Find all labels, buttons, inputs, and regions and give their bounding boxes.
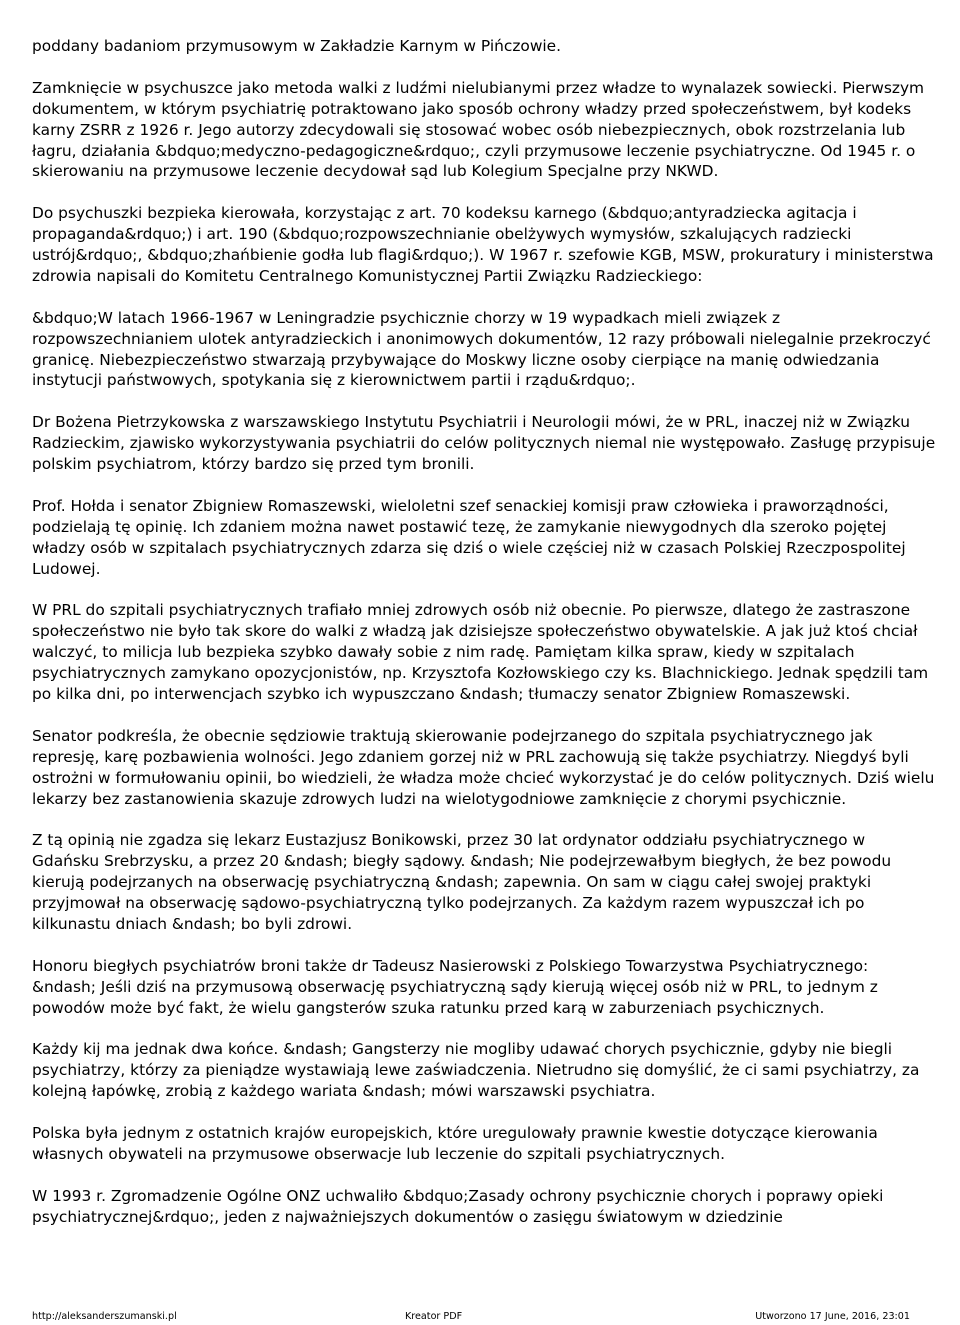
paragraph-1: poddany badaniom przymusowym w Zakładzie Karnym w Pińczowie.: [32, 37, 562, 55]
paragraph-7: W PRL do szpitali psychiatrycznych trafiało mniej zdrowych osób niż obecnie. Po pierwsze, dlatego że zastraszone społeczeństwo nie było tak skore do walki z władzą jak dzisiejsze społeczeństwo obywatelskie. A jak już ktoś chciał walczyć, to milicja lub bezpieka szybko dawały sobie z nim radę. Pamiętam kilka spraw, kiedy w szpitalach psychiatrycznych zamykano opozycjonistów, np. Krzysztofa Kozłowskiego czy ks. Blachnickiego. Jednak spędzili tam po kilka dni, po interwencjach szybko ich wypuszczano &ndash; tłumaczy senator Zbigniew Romaszewski.: [32, 601, 929, 703]
paragraph-9: Z tą opinią nie zgadza się lekarz Eustazjusz Bonikowski, przez 30 lat ordynator oddziału psychiatrycznego w Gdańsku Srebrzysku, a przez 20 &ndash; biegły sądowy. &ndash; Nie podejrzewałbym biegłych, że bez powodu kierują podejrzanych na obserwację psychiatryczną &ndash; zapewnia. On sam w ciągu całej swojej praktyki przyjmował na obserwację sądowo-psychiatryczną tylko podejrzanych. Za każdym razem wypuszczał ich po kilkunastu dniach &ndash; bo byli zdrowi.: [32, 831, 892, 933]
paragraph-6: Prof. Hołda i senator Zbigniew Romaszewski, wieloletni szef senackiej komisji praw człowieka i praworządności, podzielają tę opinię. Ich zdaniem można nawet postawić tezę, że zamykanie niewygodnych dla szeroko pojętej władzy osób w szpitalach psychiatrycznych zdarza się dziś o wiele częściej niż w czasach Polskiej Rzeczpospolitej Ludowej.: [32, 496, 906, 578]
paragraph-10: Honoru biegłych psychiatrów broni także dr Tadeusz Nasierowski z Polskiego Towarzystwa Psychiatrycznego: &ndash; Jeśli dziś na przymusową obserwację psychiatryczną sądy kierują więcej osób niż w PRL, to jednym z powodów może być fakt, że wielu gangsterów szuka ratunku przed karą w zaburzeniach psychicznych.: [32, 956, 878, 1017]
paragraph-11: Każdy kij ma jednak dwa końce. &ndash; Gangsterzy nie mogliby udawać chorych psychicznie, gdyby nie biegli psychiatrzy, którzy za pieniądze wystawiają lewe zaświadczenia. Nietrudno się domyślić, że ci sami psychiatrzy, za kolejną łapówkę, zrobią z każdego wariata &ndash; mówi warszawski psychiatra.: [32, 1040, 920, 1101]
footer-created-date: Utworzono 17 June, 2016, 23:01: [755, 1311, 910, 1322]
footer-url-link[interactable]: http://aleksanderszumanski.pl: [32, 1311, 177, 1322]
paragraph-3: Do psychuszki bezpieka kierowała, korzystając z art. 70 kodeksu karnego (&bdquo;antyradziecka agitacja i propaganda&rdquo;) i art. 190 (&bdquo;rozpowszechnianie obelżywych wymysłów, szkalujących radziecki ustrój&rdquo;, &bdquo;zhańbienie godła lub flagi&rdquo;). W 1967 r. szefowie KGB, MSW, prokuratury i ministerstwa zdrowia napisali do Komitetu Centralnego Komunistycznej Partii Związku Radzieckiego:: [32, 204, 934, 285]
paragraph-5: Dr Bożena Pietrzykowska z warszawskiego Instytutu Psychiatrii i Neurologii mówi, że w PRL, inaczej niż w Związku Radzieckim, zjawisko wykorzystywania psychiatrii do celów politycznych niemal nie występowało. Zasługę przypisuje polskim psychiatrom, którzy bardzo się przed tym bronili.: [32, 413, 936, 474]
footer-generator: Kreator PDF: [405, 1311, 463, 1322]
paragraph-4: &bdquo;W latach 1966-1967 w Leningradzie psychicznie chorzy w 19 wypadkach mieli związek z rozpowszechnianiem ulotek antyradzieckich i anonimowych dokumentów, 12 razy próbowali nielegalnie przekroczyć granicę. Niebezpieczeństwo stwarzają przybywające do Moskwy liczne osoby cierpiące na manię odwiedzania instytucji państwowych, spotykania się z kierownictwem partii i rządu&rdquo;.: [32, 308, 931, 390]
page-footer: [32, 1311, 910, 1325]
paragraph-2: Zamknięcie w psychuszce jako metoda walki z ludźmi nielubianymi przez władze to wynalazek sowiecki. Pierwszym dokumentem, w którym psychiatrię potraktowano jako sposób ochrony władzy przed społeczeństwem, był kodeks karny ZSRR z 1926 r. Jego autorzy zdecydowali się stosować wobec osób niebezpiecznych, obok rozstrzelania lub łagru, działania &bdquo;medyczno-pedagogiczne&rdquo;, czyli przymusowe leczenie psychiatryczne. Od 1945 r. o skierowaniu na przymusowe leczenie decydował sąd lub Kolegium Specjalne przy NKWD.: [32, 78, 925, 181]
paragraph-8: Senator podkreśla, że obecnie sędziowie traktują skierowanie podejrzanego do szpitala psychiatrycznego jak represję, karę pozbawienia wolności. Jego zdaniem gorzej niż w PRL zachowują się także psychiatrzy. Niegdyś byli ostrożni w formułowaniu opinii, bo wiedzieli, że władza może chcieć wykorzystać je do celów politycznych. Dziś wielu lekarzy bez zastanowienia skazuje zdrowych ludzi na wielotygodniowe zamknięcie z chorymi psychicznie.: [32, 726, 935, 808]
paragraph-12: Polska była jednym z ostatnich krajów europejskich, które uregulowały prawnie kwestie dotyczące kierowania własnych obywateli na przymusowe obserwacje lub leczenie do szpitali psychiatrycznych.: [32, 1123, 878, 1163]
article-body: [32, 36, 936, 1248]
paragraph-13: W 1993 r. Zgromadzenie Ogólne ONZ uchwaliło &bdquo;Zasady ochrony psychicznie chorych i poprawy opieki psychiatrycznej&rdquo;, jeden z najważniejszych dokumentów o zasięgu światowym w dziedzinie: [32, 1186, 884, 1226]
